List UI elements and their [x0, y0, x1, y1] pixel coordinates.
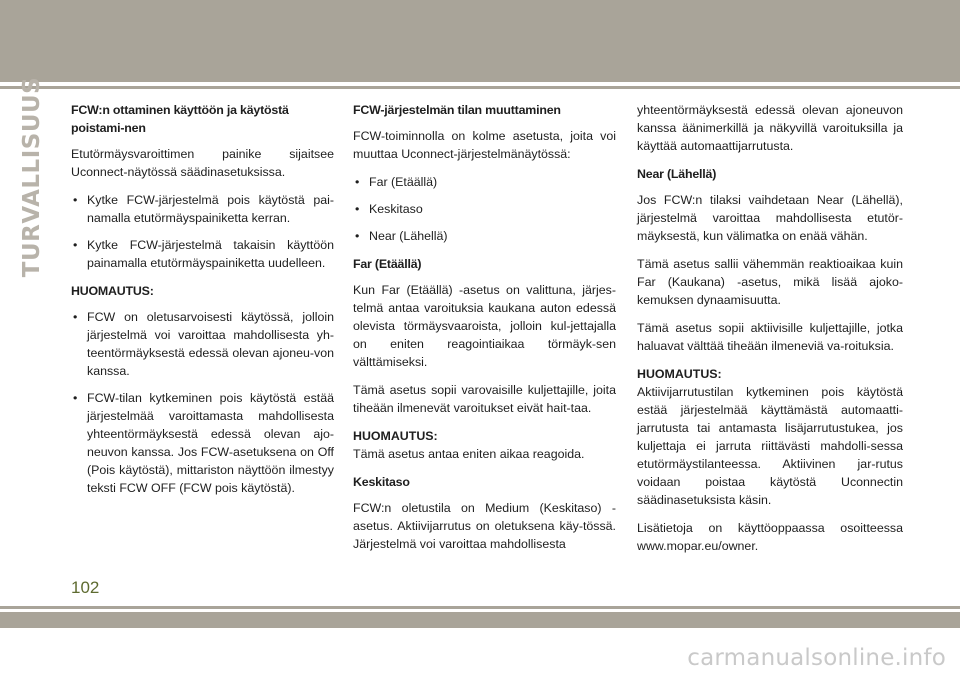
far-text-2: Tämä asetus sopii varovaisille kuljettajille, joita tiheään ilmenevät varoitukset eivät hait-taa. [353, 383, 616, 415]
far-heading: Far (Etäällä) [353, 257, 422, 271]
far-text: Kun Far (Etäällä) -asetus on valittuna, järjes-telmä antaa varoituksia kaukana auton edessä olevista törmäysvaaroista, jolloin kul-jettajalla on eniten reagointiaikaa törmäyk-sen välttämiseksi. [353, 283, 616, 369]
fcw-options-list [353, 173, 616, 245]
column-3 [637, 101, 903, 565]
info-text: Lisätietoja on käyttöoppaassa osoitteessa www.mopar.eu/owner. [637, 521, 903, 553]
list-item: • Far (Etäällä) [353, 173, 616, 191]
list-item: • FCW-tilan kytkeminen pois käytöstä estää järjestelmää varoittamasta mahdollisesta yhteentörmäyksestä edessä olevan ajo-neuvon kanssa. Jos FCW-asetuksena on Off (Pois käytöstä), mittariston näyttöön ilmestyy teksti FCW OFF (FCW pois käytöstä). [71, 389, 334, 497]
column-1 [71, 101, 334, 507]
near-text-3: Tämä asetus sopii aktiivisille kuljettajille, jotka haluavat välttää tiheään ilmeneviä va-roituksia. [637, 321, 903, 353]
note-text: Aktiivijarrutustilan kytkeminen pois käytöstä estää järjestelmää käyttämästä automaatti-jarrutusta tai antamasta lisäjarrutustukea, jos kuljettaja ei jarruta riittävästi mahdolli-sessa etutörmäystilanteessa. Aktiivinen jar-rutus voidaan poistaa käytöstä Uconnectin säädinasetuksista käsin. [637, 385, 903, 507]
footer-rule [0, 606, 960, 609]
header-band [0, 0, 960, 82]
near-heading: Near (Lähellä) [637, 167, 717, 181]
fcw-enable-heading: FCW:n ottaminen käyttöön ja käytöstä poistami-nen [71, 103, 289, 135]
fcw-mode-heading: FCW-järjestelmän tilan muuttaminen [353, 103, 561, 117]
column-2 [353, 101, 616, 563]
continued-text: yhteentörmäyksestä edessä olevan ajoneuvon kanssa äänimerkillä ja näkyvillä varoituksilla ja käyttää automaattijarrutusta. [637, 103, 903, 153]
list-item: • Keskitaso [353, 200, 616, 218]
section-label: TURVALLISUUS [19, 76, 45, 278]
note-heading: HUOMAUTUS: [353, 429, 438, 443]
near-text: Jos FCW:n tilaksi vaihdetaan Near (Lähellä), järjestelmä varoittaa mahdollisesta etutör-mäyksestä, kun välimatka on enää vähän. [637, 193, 903, 243]
fcw-mode-intro: FCW-toiminnolla on kolme asetusta, joita voi muuttaa Uconnect-järjestelmänäytössä: [353, 129, 616, 161]
list-item: • Near (Lähellä) [353, 227, 616, 245]
near-text-2: Tämä asetus sallii vähemmän reaktioaikaa kuin Far (Kaukana) -asetus, mikä lisää ajoko-kemuksen dynaamisuutta. [637, 257, 903, 307]
note-heading: HUOMAUTUS: [71, 284, 154, 298]
fcw-toggle-list [71, 191, 334, 272]
list-item: • FCW on oletusarvoisesti käytössä, jolloin järjestelmä voi varoittaa mahdollisesta yh-teentörmäyksestä edessä olevan ajoneu-von kanssa. [71, 308, 334, 380]
medium-heading: Keskitaso [353, 475, 410, 489]
section-tab [14, 76, 50, 278]
medium-text: FCW:n oletustila on Medium (Keskitaso) -asetus. Aktiivijarrutus on oletuksena käy-tössä. Järjestelmä voi varoittaa mahdollisesta [353, 501, 616, 551]
list-item: • Kytke FCW-järjestelmä takaisin käyttöön painamalla etutörmäyspainiketta uudelleen. [71, 236, 334, 272]
watermark: carmanualsonline.info [687, 645, 946, 671]
note-text: Tämä asetus antaa eniten aikaa reagoida. [353, 447, 585, 461]
note-list [71, 308, 334, 497]
note-heading: HUOMAUTUS: [637, 367, 722, 381]
page-number: 102 [71, 578, 100, 597]
fcw-button-location-text: Etutörmäysvaroittimen painike sijaitsee Uconnect-näytössä säädinasetuksissa. [71, 147, 334, 179]
list-item: • Kytke FCW-järjestelmä pois käytöstä pai-namalla etutörmäyspainiketta kerran. [71, 191, 334, 227]
header-rule [0, 86, 960, 89]
footer-band [0, 612, 960, 628]
